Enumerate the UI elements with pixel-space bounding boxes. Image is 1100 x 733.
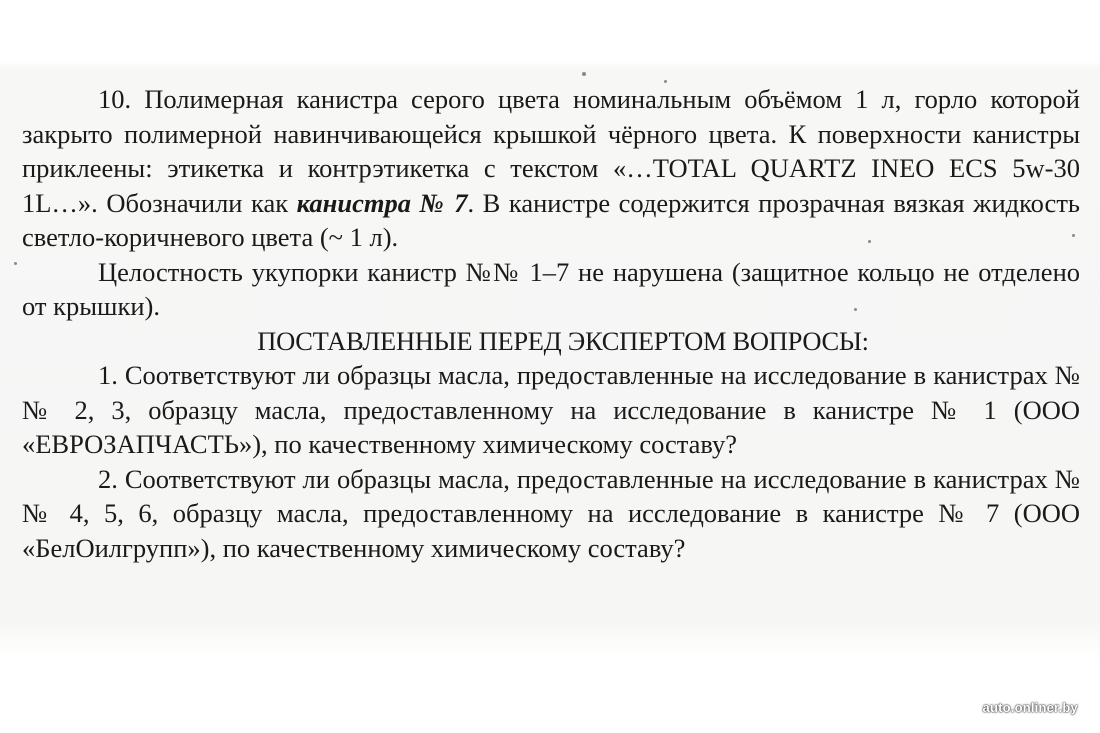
- questions-heading: ПОСТАВЛЕННЫЕ ПЕРЕД ЭКСПЕРТОМ ВОПРОСЫ:: [257, 325, 869, 356]
- paragraph-integrity: Целостность укупорки канистр №№ 1–7 не нарушена (защитное кольцо не отделено от крышки).: [22, 256, 1080, 321]
- source-watermark: auto.onliner.by: [982, 700, 1078, 715]
- scan-speck: [14, 262, 17, 265]
- question-item: 2. Соответствуют ли образцы масла, предоставленные на исследование в канистрах №№ 4, 5, 6, образцу масла, предоставленному на исследование в канистре № 7 (ООО «БелОилгрупп»), по качественному химическому составу?: [22, 463, 1080, 563]
- scan-speck: [582, 72, 586, 76]
- canister-label-emphasis: канистра № 7: [296, 187, 468, 218]
- document-body: [22, 82, 1080, 565]
- paragraph-text: . В канистре содержится прозрачная вязкая жидкость светло-коричневого цвета (~ 1 л).: [22, 187, 1080, 252]
- paragraph-canister-10: [22, 82, 1080, 255]
- question-item: 1. Соответствуют ли образцы масла, предоставленные на исследование в канистрах №№ 2, 3, образцу масла, предоставленному на исследование в канистре № 1 (ООО «ЕВРОЗАПЧАСТЬ»), по качественному химическому составу?: [22, 360, 1080, 459]
- paragraph-text: 10. Полимерная канистра серого цвета номинальным объёмом 1 л, горло которой закрыто полимерной навинчивающейся крышкой чёрного цвета. К поверхности канистры приклеены: этикетка и контрэтикетка с текстом «…TOTAL QUARTZ INEO ECS 5w-30 1L…». Обозначили как: [22, 84, 1080, 218]
